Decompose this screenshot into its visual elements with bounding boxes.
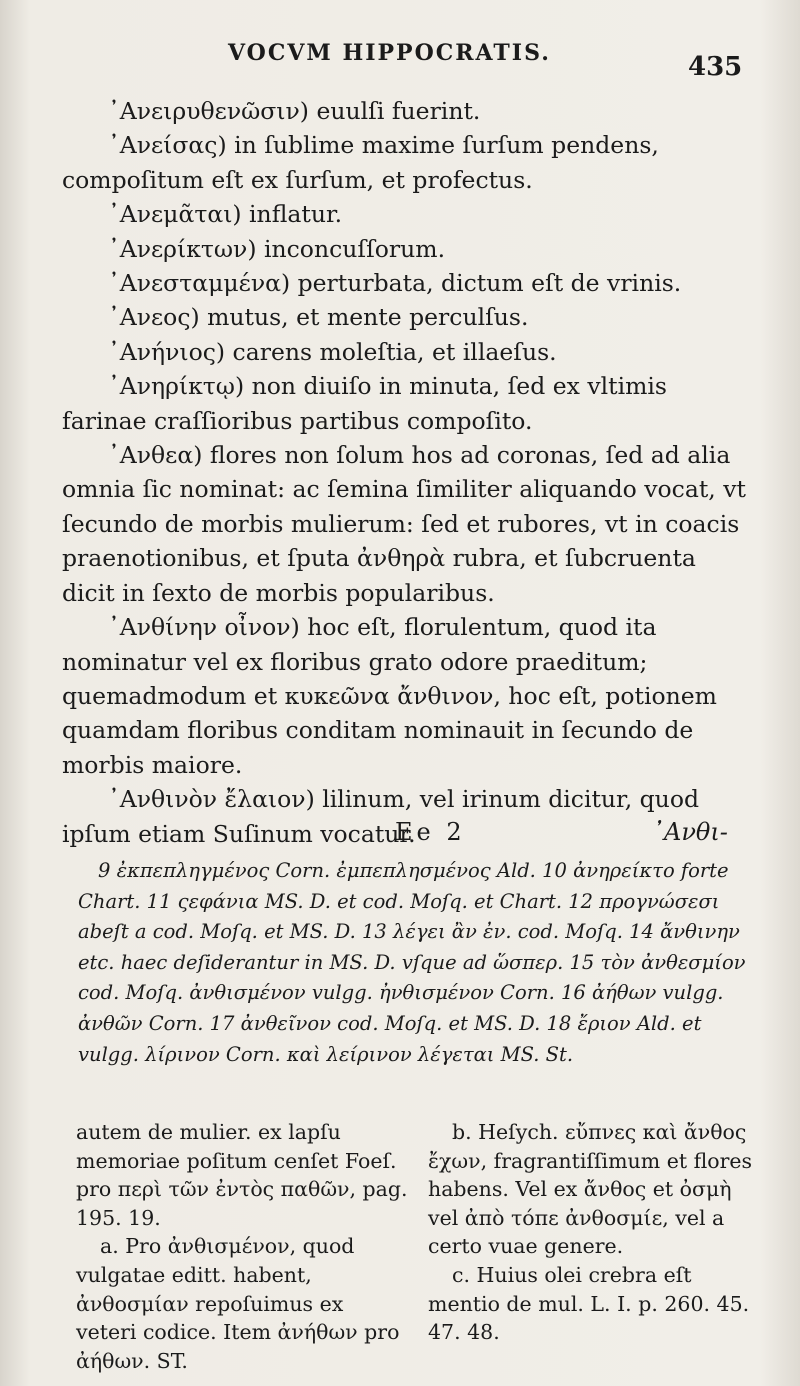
entry-anerikto: ᾿Ανηρίκτῳ) non diuiſo in minuta, ſed ex vltimis farinae craſſioribus partibus compoſito. (62, 372, 667, 435)
page-number: 435 (688, 52, 743, 82)
entry-anemoutai: ᾿Ανεμᾶται) inflatur. (108, 200, 343, 229)
entry-aneos: ᾿Ανεος) mutus, et mente perculſus. (108, 303, 529, 332)
footnotes (78, 856, 754, 1070)
entry-anestrammena: ᾿Ανεσταμμένα) perturbata, dictum eſt de vrinis. (108, 269, 682, 298)
commentary-left-column (76, 1118, 410, 1375)
signature-line (0, 818, 800, 852)
commentary-note-c: c. Huius olei crebra eſt mentio de mul. L. I. p. 260. 45. 47. 48. (428, 1262, 750, 1345)
commentary-note-b: b. Heſych. εὔπνες καὶ ἄνθος ἔχων, fragrantiſſimum et flores habens. Vel ex ἄνθος et ὀσμὴ vel ἀπὸ τόπε ἀνθοσμίε, vel a certo vuae genere. (428, 1120, 753, 1259)
catchword: ᾿Ανθι- (652, 818, 728, 846)
commentary-note-a: a. Pro ἀνθισμένον, quod vulgatae editt. habent, ἀνθοσμίαν repoſuimus ex veteri codice. Item ἀνήθων pro ἀήθων. ST. (76, 1234, 400, 1373)
entry-aneisas: ᾿Ανείσας) in ſublime maxime ſurſum pendens, compoſitum eſt ex ſurſum, et profectus. (62, 131, 659, 194)
running-head: VOCVM HIPPOCRATIS. (228, 40, 551, 66)
page-header (0, 30, 800, 80)
entry-anenios: ᾿Ανήνιος) carens moleſtia, et illaeſus. (108, 337, 557, 366)
footnotes-text: 9 ἐκπεπληγμένος Corn. ἐμπεπλησμένος Ald. 10 ἀνηρείκτο forte Chart. 11 ςεφάνια MS. D. et cod. Moſq. et Chart. 12 προγνώσεσι abeſt a cod. Moſq. et MS. D. 13 λέγει ἂν ἐν. cod. Moſq. 14 ἄνθινην etc. haec deſiderantur in MS. D. vſque ad ὥσπερ. 15 τὸν ἀνθεσμίον cod. Moſq. ἀνθισμένον vulgg. ἠνθισμένον Corn. 16 ἀήθων vulgg. ἀνθῶν Corn. 17 ἀνθεῖνον cod. Moſq. et MS. D. 18 ἔριον Ald. et vulgg. λίρινον Corn. καὶ λείρινον λέγεται MS. St. (78, 859, 746, 1066)
entry-anerikton: ᾿Ανερίκτων) inconcuſſorum. (108, 234, 446, 263)
main-text (62, 94, 752, 851)
entry-aneiruthenosin: ᾿Ανειρυθενῶσιν) euulſi fuerint. (108, 97, 481, 125)
commentary-right-column (428, 1118, 762, 1347)
entry-anthinen-oinon: ᾿Ανθίνην οἶνον) hoc eſt, florulentum, quod ita nominatur vel ex floribus grato odore praeditum; quemadmodum et κυκεῶνα ἄνθινον, hoc eſt, potionem quamdam floribus conditam nominauit in ſecundo de morbis maiore. (62, 613, 717, 779)
entry-anthinon-elaion: ᾿Ανθινὸν ἔλαιον) lilinum, vel irinum dicitur, quod ipſum etiam Suſinum vocatur. (62, 785, 700, 848)
commentary-left-continuation: autem de mulier. ex lapſu memoriae poſitum cenſet Foeſ. pro περὶ τῶν ἐντὸς παθῶν, pag. 195. 19. (76, 1120, 408, 1230)
entry-anthea: ᾿Ανθεα) flores non ſolum hos ad coronas, ſed ad alia omnia ſic nominat: ac ſemina ſimiliter aliquando vocat, vt ſecundo de morbis mulierum: ſed et rubores, vt in coacis praenotionibus, et ſputa ἀνθηρὰ rubra, et ſubcruenta dicit in ſexto de morbis popularibus. (62, 441, 746, 607)
signature-mark: Ee 2 (395, 818, 466, 846)
